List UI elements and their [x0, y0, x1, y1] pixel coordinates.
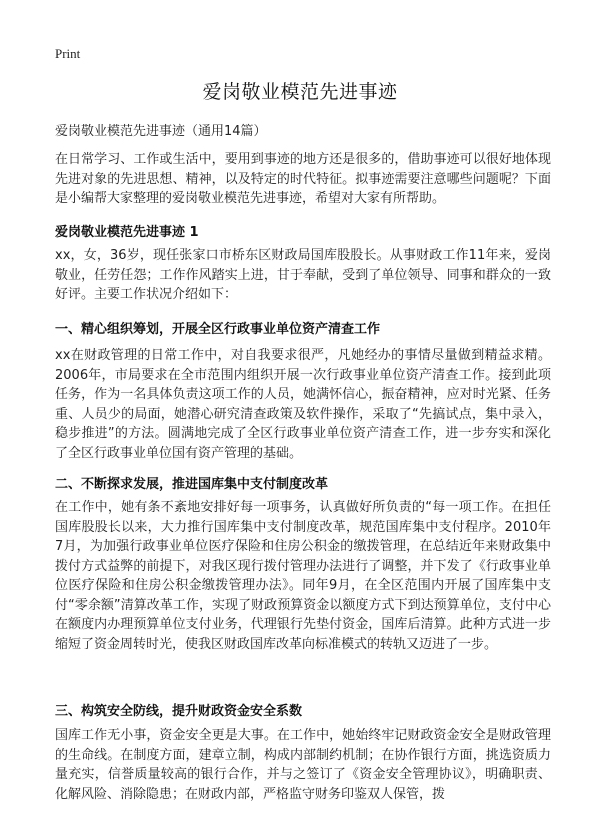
heading-1: 一、精心组织筹划，开展全区行政事业单位资产清查工作 — [55, 322, 381, 337]
heading-2-paragraph: 在工作中，她有条不紊地安排好每一项事务，认真做好所负责的“每一项工作。在担任国库股股长以来，大力推行国库集中支付制度改革，规范国库集中支付程序。2010年7月，为加强行政事业单位医疗保险和住房公积金的缴拨管理，在总结近年来财政集中拨付方式益弊的前提下，对我区现行拨付管理办法进行了调整，并下发了《行政事业单位医疗保险和住房公积金缴拨管理办法》。同年9月，在全区范围内开展了国库集中支付“零余额”清算改革工作，实现了财政预算资金以额度方式下到达预算单位，支付中心在额度内办理预算单位支付业务，代理银行先垫付资金，国库后清算。此种方式进一步缩短了资金周转时光，使我区财政国库改革向标准模式的转轨又迈进了一步。 — [55, 500, 551, 652]
heading-3-paragraph: 国库工作无小事，资金安全更是大事。在工作中，她始终牢记财政资金安全是财政管理的生命线。在制度方面，建章立制，构成内部制约机制；在协作银行方面，挑选资质力量充实，信誉质量较高的银行合作，并与之签订了《资金安全管理协议》，明确职责、化解风险、消除隐患；在财政内部，严格监守财务印鉴双人保管，拨 — [55, 728, 551, 802]
section-1-title: 爱岗敬业模范先进事迹 1 — [55, 225, 199, 240]
print-label[interactable]: Print — [55, 46, 81, 61]
intro-paragraph: 在日常学习、工作或生活中，要用到事迹的地方还是很多的，借助事迹可以很好地体现先进对象的先进思想、精神，以及特定的时代特征。拟事迹需要注意哪些问题呢？下面是小编帮大家整理的爱岗敬业模范先进事迹，希望对大家有所帮助。 — [55, 152, 551, 206]
heading-3: 三、构筑安全防线，提升财政资金安全系数 — [55, 704, 303, 719]
section-1-paragraph: xx，女，36岁，现任张家口市桥东区财政局国库股股长。从事财政工作11年来，爱岗敬业，任劳任怨；工作作风踏实上进，甘于奉献，受到了单位领导、同事和群众的一致好评。主要工作状况介绍如下： — [55, 248, 551, 302]
heading-1-paragraph: xx在财政管理的日常工作中，对自我要求很严，凡她经办的事情尽量做到精益求精。2006年，市局要求在全市范围内组织开展一次行政事业单位资产清查工作。接到此项任务，作为一名具体负责这项工作的人员，她满怀信心，振奋精神，应对时光紧、任务重、人员少的局面，她潜心研究清查政策及软件操作，采取了“先搞试点，集中录入，稳步推进”的方法。圆满地完成了全区行政事业单位资产清查工作，进一步夯实和深化了全区行政事业单位国有资产管理的基础。 — [55, 348, 551, 461]
document-subtitle: 爱岗敬业模范先进事迹（通用14篇） — [55, 124, 267, 139]
heading-2: 二、不断探求发展，推进国库集中支付制度改革 — [55, 477, 329, 492]
document-title: 爱岗敬业模范先进事迹 — [202, 81, 398, 103]
